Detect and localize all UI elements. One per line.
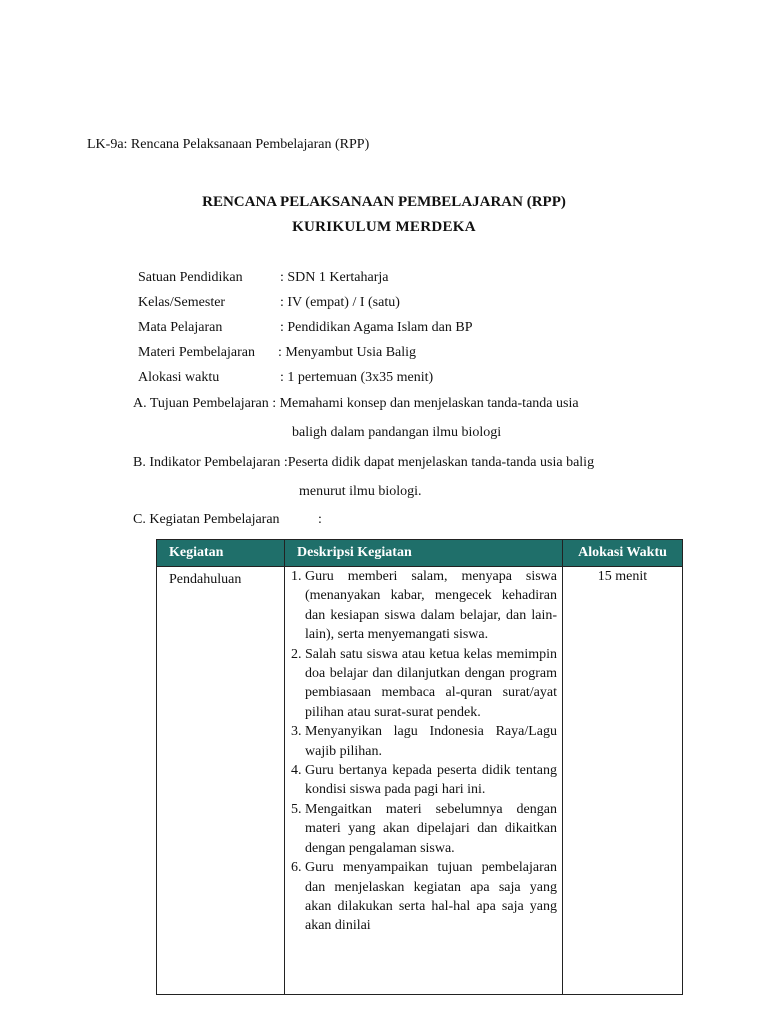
info-label-alokasi: Alokasi waktu bbox=[138, 370, 220, 385]
info-value-alokasi: : 1 pertemuan (3x35 menit) bbox=[280, 370, 434, 385]
info-value-satuan: : SDN 1 Kertaharja bbox=[280, 270, 389, 285]
section-c-kegiatan: C. Kegiatan Pembelajaran bbox=[133, 512, 280, 527]
cell-deskripsi bbox=[285, 567, 563, 995]
section-a-continuation: baligh dalam pandangan ilmu biologi bbox=[292, 425, 502, 440]
document-subtitle: KURIKULUM MERDEKA bbox=[292, 219, 476, 235]
section-a-tujuan: A. Tujuan Pembelajaran : Memahami konsep dan menjelaskan tanda-tanda usia bbox=[133, 396, 579, 411]
alokasi-value: 15 menit bbox=[597, 569, 648, 584]
section-b-continuation: menurut ilmu biologi. bbox=[299, 484, 422, 499]
section-c-colon: : bbox=[318, 512, 322, 527]
header-deskripsi: Deskripsi Kegiatan bbox=[285, 540, 563, 567]
info-label-kelas: Kelas/Semester bbox=[138, 295, 226, 310]
header-kegiatan: Kegiatan bbox=[157, 540, 285, 567]
kegiatan-table bbox=[156, 539, 683, 995]
document-heading: LK-9a: Rencana Pelaksanaan Pembelajaran (RPP) bbox=[87, 137, 370, 152]
header-alokasi: Alokasi Waktu bbox=[563, 540, 683, 567]
info-value-materi: : Menyambut Usia Balig bbox=[278, 345, 417, 360]
list-item: 3. Menyanyikan lagu Indonesia Raya/Lagu wajib pilihan. bbox=[291, 724, 557, 759]
cell-kegiatan: Pendahuluan bbox=[157, 567, 285, 995]
info-value-kelas: : IV (empat) / I (satu) bbox=[280, 295, 400, 310]
info-value-mapel: : Pendidikan Agama Islam dan BP bbox=[280, 320, 473, 335]
list-item: 1. Guru memberi salam, menyapa siswa (menanyakan kabar, mengecek kehadiran dan kesiapan siswa dalam belajar, dan lain-lain), serta menyemangati siswa. bbox=[291, 569, 557, 643]
table-header-row bbox=[157, 540, 683, 567]
info-label-materi: Materi Pembelajaran bbox=[138, 345, 256, 360]
cell-alokasi bbox=[563, 567, 683, 995]
info-label-satuan: Satuan Pendidikan bbox=[138, 270, 243, 285]
steps-list bbox=[291, 567, 557, 936]
section-b-indikator: B. Indikator Pembelajaran :Peserta didik dapat menjelaskan tanda-tanda usia balig bbox=[133, 455, 595, 470]
list-item: 5. Mengaitkan materi sebelumnya dengan materi yang akan dipelajari dan dikaitkan dengan pengalaman siswa. bbox=[291, 801, 557, 856]
list-item: 4. Guru bertanya kepada peserta didik tentang kondisi siswa pada pagi hari ini. bbox=[291, 763, 557, 798]
list-item: 6. Guru menyampaikan tujuan pembelajaran dan menjelaskan kegiatan apa saja yang akan dilakukan serta hal-hal apa saja yang akan dinilai bbox=[291, 860, 557, 934]
document-title: RENCANA PELAKSANAAN PEMBELAJARAN (RPP) bbox=[202, 194, 566, 210]
list-item: 2. Salah satu siswa atau ketua kelas memimpin doa belajar dan dilanjutkan dengan program pembiasaan membaca al-quran surat/ayat pilihan atau surat-surat pendek. bbox=[291, 646, 557, 720]
table-row bbox=[157, 567, 683, 995]
info-label-mapel: Mata Pelajaran bbox=[138, 320, 223, 335]
